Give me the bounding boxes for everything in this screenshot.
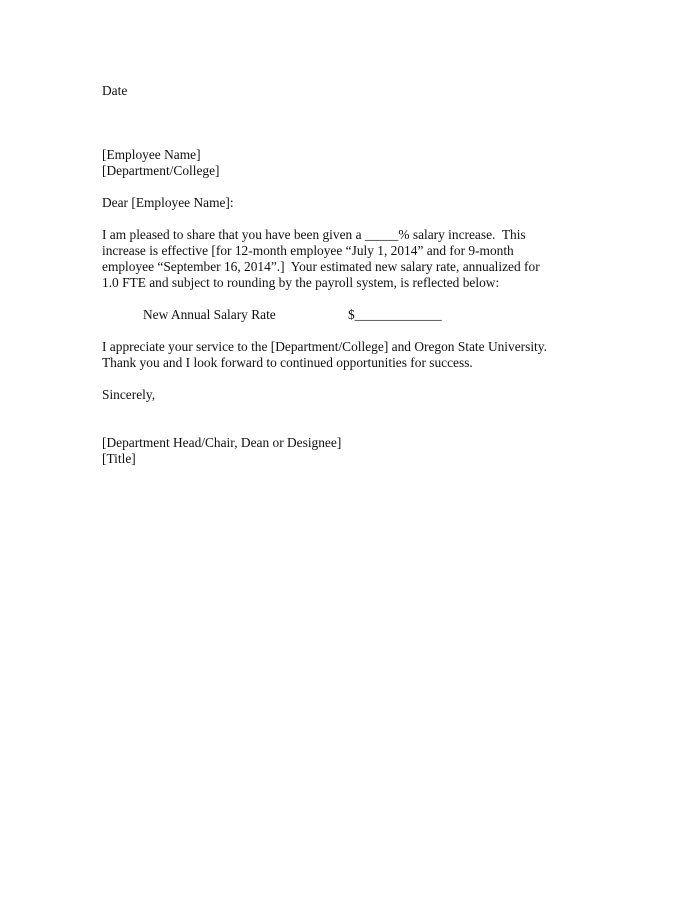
recipient-name: [Employee Name] <box>102 147 201 162</box>
date-line: Date <box>102 83 128 98</box>
closing: Sincerely, <box>102 387 156 402</box>
signature-name: [Department Head/Chair, Dean or Designee] <box>102 435 342 450</box>
paragraph-2-line-1: I appreciate your service to the [Department/College] and Oregon State University. <box>102 339 547 354</box>
paragraph-1-line-1: I am pleased to share that you have been given a _____% salary increase. This <box>102 227 526 242</box>
salary-label: New Annual Salary Rate <box>143 307 276 322</box>
salutation: Dear [Employee Name]: <box>102 195 234 210</box>
recipient-department: [Department/College] <box>102 163 220 178</box>
paragraph-1-line-2: increase is effective [for 12-month employee “July 1, 2014” and for 9-month <box>102 243 514 258</box>
paragraph-1-line-4: 1.0 FTE and subject to rounding by the payroll system, is reflected below: <box>102 275 500 290</box>
salary-value-blank: $_____________ <box>348 307 442 322</box>
paragraph-2-line-2: Thank you and I look forward to continued opportunities for success. <box>102 355 473 370</box>
signature-title: [Title] <box>102 451 136 466</box>
paragraph-1-line-3: employee “September 16, 2014”.] Your estimated new salary rate, annualized for <box>102 259 540 274</box>
